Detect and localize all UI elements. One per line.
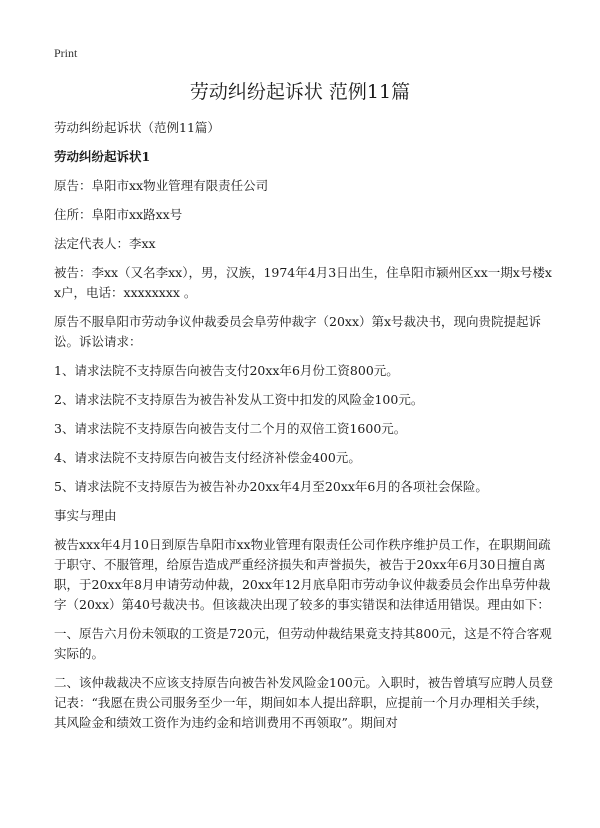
plaintiff-line: 原告：阜阳市xx物业管理有限责任公司 (54, 178, 269, 193)
claim-item: 5、请求法院不支持原告为被告补办20xx年4月至20xx年6月的各项社会保险。 (54, 479, 488, 494)
reason-paragraph: 一、原告六月份未领取的工资是720元，但劳动仲裁结果竟支持其800元，这是不符合客观实际的。 (54, 626, 552, 661)
claim-item: 4、请求法院不支持原告向被告支付经济补偿金400元。 (54, 450, 361, 465)
defendant-paragraph: 被告：李xx（又名李xx），男，汉族，1974年4月3日出生，住阜阳市颍州区xx一期x号楼xx户，电话：xxxxxxxx 。 (54, 265, 552, 300)
claim-item: 2、请求法院不支持原告为被告补发从工资中扣发的风险金100元。 (54, 392, 424, 407)
section-heading: 劳动纠纷起诉状1 (54, 149, 151, 164)
claim-item: 3、请求法院不支持原告向被告支付二个月的双倍工资1600元。 (54, 421, 407, 436)
reason-paragraph: 二、该仲裁裁决不应该支持原告向被告补发风险金100元。入职时，被告曾填写应聘人员登记表：“我愿在贵公司服务至少一年，期间如本人提出辞职，应提前一个月办理相关手续，其风险金和绩效工资作为违约金和培训费用不再领取”。期间对 (54, 675, 553, 730)
claims-intro-paragraph: 原告不服阜阳市劳动争议仲裁委员会阜劳仲裁字（20xx）第x号裁决书，现向贵院提起诉讼。诉讼请求： (54, 314, 542, 349)
facts-paragraph: 被告xxx年4月10日到原告阜阳市xx物业管理有限责任公司作秩序维护员工作，在职期间疏于职守、不服管理，给原告造成严重经济损失和声誉损失，被告于20xx年6月30日擅自离职，于20xx年8月申请劳动仲裁，20xx年12月底阜阳市劳动争议仲裁委员会作出阜劳仲裁字（20xx）第40号裁决书。但该裁决出现了较多的事实错误和法律适用错误。理由如下： (54, 537, 551, 612)
legal-rep-line: 法定代表人：李xx (54, 236, 156, 251)
address-line: 住所：阜阳市xx路xx号 (54, 207, 183, 222)
document-body (54, 118, 554, 742)
print-link[interactable]: Print (54, 46, 78, 60)
facts-heading: 事实与理由 (54, 508, 117, 523)
document-subtitle: 劳动纠纷起诉状（范例11篇） (54, 120, 220, 135)
document-title: 劳动纠纷起诉状 范例11篇 (189, 81, 411, 103)
claim-item: 1、请求法院不支持原告向被告支付20xx年6月份工资800元。 (54, 363, 399, 378)
